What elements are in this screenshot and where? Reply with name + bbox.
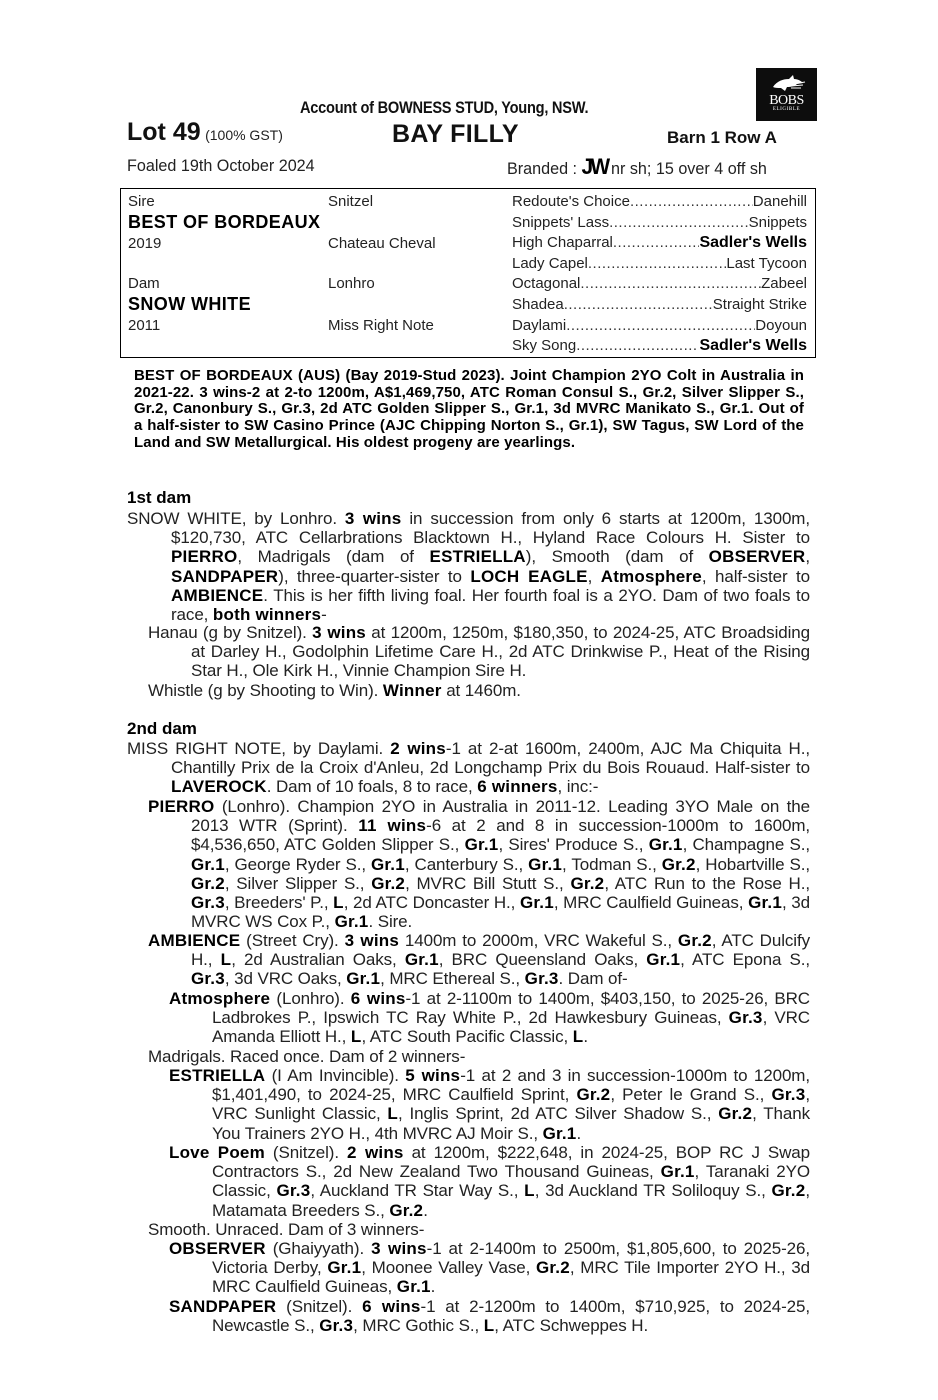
progeny-atmosphere: Atmosphere (Lonhro). 6 wins-1 at 2-1100m to 1400m, $403,150, to 2025-26, BRC Ladbrokes P., Ipswich TC Ray White P., 2d Hawkesbury Guineas, Gr.3, VRC Amanda Elliott H., L, ATC South Pacific Classic, L. — [169, 989, 810, 1047]
progeny-hanau: Hanau (g by Snitzel). 3 wins at 1200m, 1250m, $180,350, to 2024-25, ATC Broadsiding at Darley H., Godolphin Lifetime Care H., 2d ATC Drinkwise P., Heat of the Rising Star H., Ole Kirk H., Vinnie Champion Sire H. — [148, 623, 810, 681]
sire-dam: Chateau Cheval — [328, 235, 436, 252]
vendor-account: Account of BOWNESS STUD, Young, NSW. — [300, 98, 589, 117]
grandparent-row: Octagonal ..... Zabeel — [512, 275, 807, 292]
branded-info — [507, 154, 767, 180]
progeny-pierro: PIERRO (Lonhro). Champion 2YO in Australia in 2011-12. Leading 3YO Male on the 2013 WTR (Sprint). 11 wins-6 at 2 and 8 in succession-1000m to 1600m, $4,536,650, ATC Golden Slipper S., Gr.1, Sires' Produce S., Gr.1, Champagne S., Gr.1, George Ryder S., Gr.1, Canterbury S., Gr.1, Todman S., Gr.2, Hobartville S., Gr.2, Silver Slipper S., Gr.2, MVRC Bill Stutt S., Gr.2, ATC Run to the Rose H., Gr.3, Breeders' P., L, 2d ATC Doncaster H., Gr.1, MRC Caulfield Guineas, Gr.1, 3d MVRC WS Cox P., Gr.1. Sire. — [148, 797, 811, 932]
grandparent-row: Lady Capel ..... Last Tycoon — [512, 255, 807, 272]
sire-name: BEST OF BORDEAUX — [128, 212, 321, 232]
branded-label: Branded : — [507, 159, 578, 178]
progeny-estriella: ESTRIELLA (I Am Invincible). 5 wins-1 at 2 and 3 in succession-1000m to 1200m, $1,401,490, to 2024-25, MRC Caulfield Sprint, Gr.2, Peter le Grand S., Gr.3, VRC Sunlight Classic, L, Inglis Sprint, 2d ATC Silver Shadow S., Gr.2, Thank You Trainers 2YO H., 4th MVRC AJ Moir S., Gr.1. — [169, 1066, 810, 1143]
sire-sire: Snitzel — [328, 193, 374, 210]
progeny-whistle: Whistle (g by Shooting to Win). Winner at 1460m. — [148, 681, 521, 700]
first-dam-heading: 1st dam — [127, 488, 192, 507]
grandparent-row: Daylami ..... Doyoun — [512, 317, 807, 334]
dam-name: SNOW WHITE — [128, 294, 251, 314]
dam-year: 2011 — [128, 317, 161, 334]
brand-mark-icon: JW — [581, 154, 608, 179]
second-dam-record: MISS RIGHT NOTE, by Daylami. 2 wins-1 at 2-at 1600m, 2400m, AJC Ma Chiquita H., Chantilly Prix de la Croix d'Anleu, 2d Longchamp Prix du Bois Rouaud. Half-sister to LAVEROCK. Dam of 10 foals, 8 to race, 6 winners, inc:- — [127, 739, 810, 797]
progeny-observer: OBSERVER (Ghaiyyath). 3 wins-1 at 2-1400m to 2500m, $1,805,600, to 2025-26, Victoria Derby, Gr.1, Moonee Valley Vase, Gr.2, MRC Tile Importer 2YO H., 3d MRC Caulfield Guineas, Gr.1. — [169, 1239, 810, 1297]
barn-location: Barn 1 Row A — [667, 128, 777, 147]
logo-text: BOBS — [769, 93, 804, 108]
lot-number — [127, 118, 283, 147]
progeny-sandpaper: SANDPAPER (Snitzel). 6 wins-1 at 2-1200m to 1400m, $710,925, to 2024-25, Newcastle S., Gr.3, MRC Gothic S., L, ATC Schweppes H. — [169, 1297, 810, 1336]
grandparent-row: Snippets' Lass ..... Snippets — [512, 214, 807, 231]
gst-note: (100% GST) — [205, 127, 283, 143]
second-dam-heading: 2nd dam — [127, 719, 197, 738]
grandparent-row: Shadea ..... Straight Strike — [512, 296, 807, 313]
lot-label: Lot 49 — [127, 118, 201, 146]
dam-label: Dam — [128, 275, 160, 292]
grandparent-row: High Chaparral ..... Sadler's Wells — [512, 234, 807, 252]
progeny-ambience: AMBIENCE (Street Cry). 3 wins 1400m to 2000m, VRC Wakeful S., Gr.2, ATC Dulcify H., L, 2d Australian Oaks, Gr.1, BRC Queensland Oaks, Gr.1, ATC Epona S., Gr.3, 3d VRC Oaks, Gr.1, MRC Ethereal S., Gr.3. Dam of- — [148, 931, 810, 989]
logo-subtext: ELIGIBLE — [772, 107, 801, 112]
horse-description: BAY FILLY — [392, 120, 519, 148]
sire-label: Sire — [128, 193, 155, 210]
bobs-eligible-logo — [756, 68, 817, 121]
sire-year: 2019 — [128, 235, 162, 252]
progeny-madrigals: Madrigals. Raced once. Dam of 2 winners- — [148, 1047, 466, 1066]
progeny-love-poem: Love Poem (Snitzel). 2 wins at 1200m, $222,648, in 2024-25, BOP RC J Swap Contractors S., 2d New Zealand Two Thousand Guineas, Gr.1, Taranaki 2YO Classic, Gr.3, Auckland TR Star Way S., L, 3d Auckland TR Soliloquy S., Gr.2, Matamata Breeders S., Gr.2. — [169, 1143, 811, 1220]
foaled-date: Foaled 19th October 2024 — [127, 156, 315, 175]
grandparent-row: Redoute's Choice ..... Danehill — [512, 193, 807, 210]
branded-text: nr sh; 15 over 4 off sh — [610, 159, 767, 178]
grandparent-row: Sky Song ..... Sadler's Wells — [512, 337, 807, 355]
pedigree-table — [120, 188, 816, 358]
dam-dam: Miss Right Note — [328, 317, 434, 334]
first-dam-record: SNOW WHITE, by Lonhro. 3 wins in succession from only 6 starts at 1200m, 1300m, $120,730, ATC Cellarbrations Blacktown H., Hyland Race Colours H. Sister to PIERRO, Madrigals (dam of ESTRIELLA), Smooth (dam of OBSERVER, SANDPAPER), three-quarter-sister to LOCH EAGLE, Atmosphere, half-sister to AMBIENCE. This is her fifth living foal. Her fourth foal is a 2YO. Dam of two foals to race, both winners- — [127, 509, 810, 625]
progeny-smooth: Smooth. Unraced. Dam of 3 winners- — [148, 1220, 425, 1239]
dam-sire: Lonhro — [328, 275, 375, 292]
sire-summary: BEST OF BORDEAUX (AUS) (Bay 2019-Stud 2023). Joint Champion 2YO Colt in Australia in 2021-22. 3 wins-2 at 2-to 1200m, A$1,469,750, ATC Roman Consul S., Gr.2, Silver Slipper S., Gr.2, Canonbury S., Gr.3, 2d ATC Golden Slipper S., Gr.1, 3d MVRC Manikato S., Gr.1. Out of a half-sister to SW Casino Prince (AJC Chipping Norton S., Gr.1), SW Tagus, SW Lord of the Land and SW Metallurgical. His oldest progeny are yearlings. — [134, 367, 804, 451]
horse-head-icon — [767, 73, 807, 93]
